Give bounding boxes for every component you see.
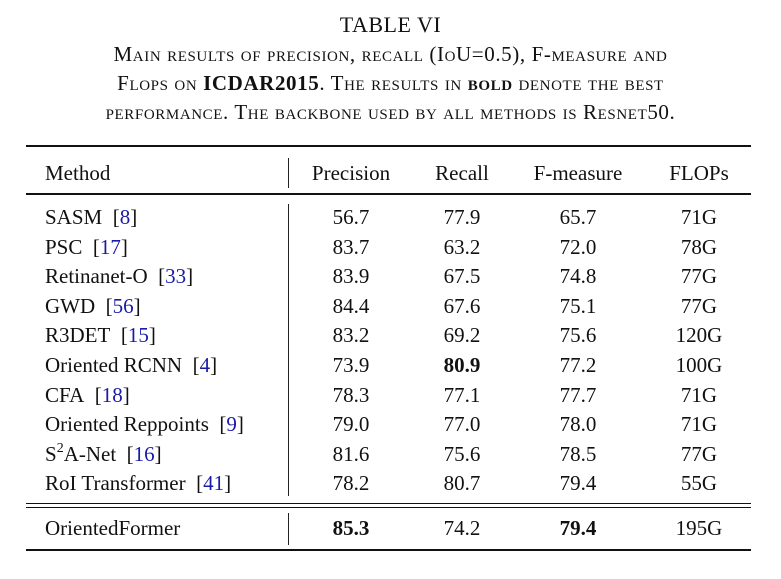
flops-cell: 120G <box>675 323 723 348</box>
citation-link[interactable]: 8 <box>119 205 131 229</box>
caption-line-2: Flops on ICDAR2015. The results in bold denote the best <box>117 71 664 95</box>
final-separator <box>288 513 289 545</box>
table-row <box>26 320 751 350</box>
recall-cell: 75.6 <box>443 441 481 466</box>
recall-cell: 80.7 <box>443 471 481 496</box>
table-row <box>26 468 751 498</box>
precision-cell: 79.0 <box>332 412 370 437</box>
col-header-flops: FLOPs <box>669 161 729 185</box>
top-rule <box>26 145 751 147</box>
fmeasure-cell: 65.7 <box>559 205 597 229</box>
table-row <box>26 350 751 380</box>
precision-cell: 83.9 <box>332 264 370 289</box>
method-name: RoI Transformer [41] <box>45 471 232 496</box>
recall-cell: 77.9 <box>443 205 481 229</box>
final-method: OrientedFormer <box>45 516 181 540</box>
method-name: GWD [56] <box>45 293 141 318</box>
citation-link[interactable]: 16 <box>133 441 155 466</box>
body-separator <box>288 204 289 496</box>
header-separator <box>288 158 289 188</box>
table-caption <box>0 10 781 127</box>
mid-rule-2 <box>26 507 751 508</box>
citation-link[interactable]: 18 <box>101 382 123 407</box>
table-row <box>26 380 751 410</box>
citation-link[interactable]: 17 <box>99 234 121 259</box>
flops-cell: 71G <box>680 412 718 437</box>
precision-cell: 78.2 <box>332 471 370 496</box>
recall-cell: 77.0 <box>443 412 481 437</box>
table-row <box>26 261 751 291</box>
table-row <box>26 232 751 262</box>
table-row <box>26 409 751 439</box>
table-label: TABLE VI <box>339 12 442 37</box>
citation-link[interactable]: 33 <box>165 264 187 289</box>
flops-cell: 71G <box>680 205 718 229</box>
precision-cell: 84.4 <box>332 293 370 318</box>
fmeasure-cell: 75.6 <box>559 323 597 348</box>
precision-cell: 78.3 <box>332 382 370 407</box>
citation-link[interactable]: 9 <box>226 412 237 437</box>
flops-cell: 77G <box>680 441 718 466</box>
fmeasure-cell: 72.0 <box>559 234 597 259</box>
col-header-method: Method <box>45 161 111 185</box>
fmeasure-cell: 74.8 <box>559 264 597 289</box>
citation-link[interactable]: 15 <box>127 323 149 348</box>
col-header-recall: Recall <box>435 161 489 185</box>
flops-cell: 100G <box>675 353 723 377</box>
method-name: SASM [8] <box>45 205 138 229</box>
method-name: Oriented Reppoints [9] <box>45 412 244 437</box>
header-rule <box>26 193 751 195</box>
table-row <box>26 202 751 232</box>
fmeasure-cell: 77.2 <box>559 353 597 377</box>
caption-line-1: Main results of precision, recall (IoU=0.5), F-measure and <box>113 42 668 66</box>
fmeasure-cell: 75.1 <box>559 293 597 318</box>
precision-cell: 73.9 <box>332 353 370 377</box>
final-fmeasure: 79.4 <box>559 516 597 540</box>
recall-cell: 69.2 <box>443 323 481 348</box>
flops-cell: 77G <box>680 293 718 318</box>
fmeasure-cell: 78.5 <box>559 441 597 466</box>
citation-link[interactable]: 56 <box>112 293 134 318</box>
col-header-fmeasure: F-measure <box>533 161 623 185</box>
precision-cell: 83.2 <box>332 323 370 348</box>
method-name: Oriented RCNN [4] <box>45 353 218 377</box>
method-name: PSC [17] <box>45 234 128 259</box>
header-row <box>26 158 751 188</box>
method-name: $S^2A$-Net [16] <box>45 440 162 466</box>
caption-line-3: performance. The backbone used by all methods is Resnet50. <box>105 100 676 124</box>
recall-cell: 67.5 <box>443 264 481 289</box>
recall-cell: 67.6 <box>443 293 481 318</box>
flops-cell: 55G <box>680 471 718 496</box>
precision-cell: 81.6 <box>332 441 370 466</box>
fmeasure-cell: 78.0 <box>559 412 597 437</box>
final-recall: 74.2 <box>443 516 481 540</box>
recall-cell: 80.9 <box>443 353 481 377</box>
flops-cell: 77G <box>680 264 718 289</box>
table-row <box>26 439 751 469</box>
flops-cell: 78G <box>680 234 718 259</box>
fmeasure-cell: 77.7 <box>559 382 597 407</box>
recall-cell: 77.1 <box>443 382 481 407</box>
col-header-precision: Precision <box>311 161 391 185</box>
precision-cell: 56.7 <box>332 205 370 229</box>
bottom-rule <box>26 549 751 551</box>
fmeasure-cell: 79.4 <box>559 471 597 496</box>
table-row <box>26 291 751 321</box>
flops-cell: 71G <box>680 382 718 407</box>
final-precision: 85.3 <box>332 516 370 540</box>
precision-cell: 83.7 <box>332 234 370 259</box>
citation-link[interactable]: 41 <box>203 471 225 496</box>
final-flops: 195G <box>675 516 723 540</box>
method-name: Retinanet-O [33] <box>45 264 194 289</box>
recall-cell: 63.2 <box>443 234 481 259</box>
method-name: R3DET [15] <box>45 323 156 348</box>
citation-link[interactable]: 4 <box>199 353 211 377</box>
mid-rule-1 <box>26 503 751 504</box>
final-row <box>26 513 751 543</box>
method-name: CFA [18] <box>45 382 130 407</box>
